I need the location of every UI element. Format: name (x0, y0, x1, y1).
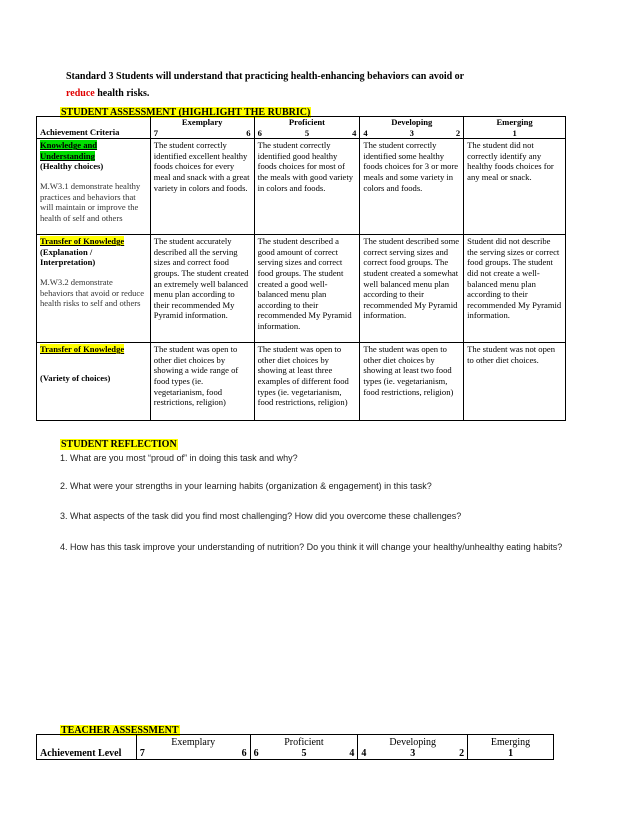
criteria-header: Achievement Criteria (37, 117, 151, 139)
level-name: Proficient (288, 117, 326, 127)
rubric-cell: The student was open to other diet choices by showing at least three examples of different food types (ie. vegetarianism, food restrictions, religion) (254, 343, 360, 421)
criteria-title: Transfer of Knowledge (40, 236, 125, 247)
level-score-right: 2 (455, 127, 461, 138)
level-score-mid: 3 (410, 748, 416, 759)
rubric-cell: The student accurately described all the serving sizes and correct food groups. The student created an extremely well balanced menu plan according to their recommended My Pyramid information. (150, 235, 254, 343)
level-header-emerging (464, 117, 566, 139)
rubric-cell: The student described some correct serving sizes and correct food groups. The student created a somewhat well balanced menu plan according to their recommended My Pyramid information. (360, 235, 464, 343)
rubric-cell: The student described a good amount of correct serving sizes and correct food groups. The student created a good well-balanced menu plan according to their recommended My Pyramid information. (254, 235, 360, 343)
rubric-cell: The student correctly identified excellent healthy foods choices for every meal and snack with a great variety in colors and foods. (150, 139, 254, 235)
rubric-table (36, 116, 566, 421)
student-assessment-heading: STUDENT ASSESSMENT (HIGHLIGHT THE RUBRIC) (61, 107, 311, 118)
level-score-mid: 1 (508, 748, 514, 759)
criteria-cell (37, 139, 151, 235)
level-name: Exemplary (181, 117, 223, 127)
rubric-row-variety (37, 343, 566, 421)
criteria-title: Knowledge and Understanding (40, 140, 98, 161)
teacher-heading: TEACHER ASSESSMENT (61, 725, 179, 736)
rubric-header-row (37, 117, 566, 139)
teacher-level-emerging (468, 735, 554, 760)
rubric-cell: The student was open to other diet choices by showing at least two food types (ie. vegetarianism, food restrictions, religion) (360, 343, 464, 421)
level-score-mid (158, 128, 246, 139)
question-3: 3. What aspects of the task did you find most challenging? How did you overcome these challenges? (60, 511, 462, 521)
teacher-table (36, 734, 554, 760)
teacher-level-proficient (250, 735, 358, 760)
level-name: Emerging (496, 117, 533, 127)
rubric-cell: The student did not correctly identify any healthy foods choices for any meal or snack. (464, 139, 566, 235)
level-name: Exemplary (171, 737, 216, 748)
level-name: Developing (389, 737, 437, 748)
level-score-mid: 5 (301, 748, 307, 759)
criteria-subtitle: (Variety of choices) (40, 372, 111, 383)
level-header-proficient (254, 117, 360, 139)
standard-red-word: reduce (66, 88, 95, 99)
criteria-subtitle: (Healthy choices) (40, 161, 104, 172)
standard-line-2-rest: health risks. (94, 88, 150, 99)
rubric-cell: The student was open to other diet choices by showing a wide range of food types (ie. vegetarianism, food restrictions, religion) (150, 343, 254, 421)
question-2: 2. What were your strengths in your learning habits (organization & engagement) in this task? (60, 481, 432, 491)
level-score-left: 4 (363, 127, 368, 138)
reflection-heading: STUDENT REFLECTION (61, 439, 177, 450)
level-score-left: 6 (253, 748, 259, 759)
level-name: Proficient (284, 737, 324, 748)
level-score-right: 4 (349, 748, 355, 759)
level-score-mid: 1 (512, 127, 517, 138)
question-1: 1. What are you most “proud of” in doing this task and why? (60, 453, 298, 463)
level-score-right: 4 (352, 127, 357, 138)
criteria-title: Transfer of Knowledge (40, 344, 125, 355)
teacher-level-developing (358, 735, 468, 760)
teacher-level-exemplary (136, 735, 250, 760)
criteria-cell (37, 343, 151, 421)
standard-line-2 (66, 85, 566, 102)
criteria-standard: M.W3.1 demonstrate healthy practices and behaviors that will maintain or improve the health of self and others (40, 180, 141, 223)
level-score-left: 7 (153, 127, 159, 138)
level-name: Developing (391, 117, 433, 127)
level-score-mid: 3 (409, 127, 414, 138)
level-score-right: 6 (246, 127, 251, 138)
level-score-right: 2 (459, 748, 465, 759)
level-header-exemplary (150, 117, 254, 139)
level-score-left: 7 (139, 748, 145, 759)
teacher-row (37, 735, 554, 760)
level-name: Emerging (490, 737, 531, 748)
standard-line-1: Standard 3 Students will understand that practicing health-enhancing behaviors can avoid or (66, 71, 465, 82)
level-score-mid: 5 (304, 127, 310, 138)
rubric-row-healthy-choices (37, 139, 566, 235)
rubric-cell: The student correctly identified good healthy foods choices for most of the meals with good variety in colors and foods. (254, 139, 360, 235)
level-score-right: 6 (241, 748, 247, 759)
rubric-cell: The student correctly identified some healthy foods choices for 3 or more meals and some variety in colors and foods. (360, 139, 464, 235)
level-score-left: 4 (361, 748, 367, 759)
criteria-subtitle: (Explanation / Interpretation) (40, 246, 96, 268)
level-score-left: 6 (257, 127, 262, 138)
rubric-cell: The student was not open to other diet choices. (464, 343, 566, 421)
achievement-level-label: Achievement Level (37, 735, 137, 760)
criteria-standard: M.W3.2 demonstrate behaviors that avoid or reduce health risks to self and others (40, 276, 145, 309)
level-header-developing (360, 117, 464, 139)
rubric-row-explanation (37, 235, 566, 343)
rubric-cell: Student did not describe the serving sizes or correct food groups. The student did not create a well-balanced menu plan according to their recommended My Pyramid information. (464, 235, 566, 343)
reflection-heading-wrap (60, 434, 178, 452)
level-score-mid (145, 748, 242, 759)
standard-statement (66, 68, 566, 102)
question-4: 4. How has this task improve your understanding of nutrition? Do you think it will change your healthy/unhealthy eating habits? (60, 542, 563, 552)
criteria-cell (37, 235, 151, 343)
